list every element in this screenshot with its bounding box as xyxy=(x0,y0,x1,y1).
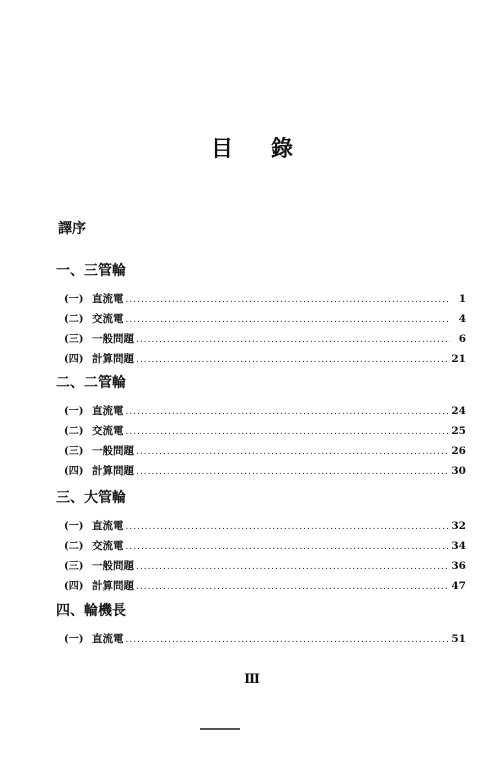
item-label: 直流電 xyxy=(92,520,124,532)
toc-item xyxy=(56,330,466,350)
toc-item xyxy=(56,537,466,557)
item-page: 1 xyxy=(458,293,466,305)
title-char-1: 目 xyxy=(210,136,233,162)
item-page: 21 xyxy=(451,353,466,365)
section-heading: 四、輪機長 xyxy=(56,603,126,619)
item-number: (三) xyxy=(64,446,84,457)
item-label: 直流電 xyxy=(92,405,124,417)
item-page: 51 xyxy=(451,633,466,645)
item-page: 36 xyxy=(451,560,466,572)
leader-dots xyxy=(126,295,451,305)
item-page: 34 xyxy=(451,540,466,552)
item-page: 25 xyxy=(451,425,466,437)
item-number: (二) xyxy=(64,541,84,552)
item-number: (四) xyxy=(64,354,84,365)
toc-item xyxy=(56,630,466,650)
item-label: 一般問題 xyxy=(92,333,134,345)
item-number: (三) xyxy=(64,561,84,572)
toc-item xyxy=(56,402,466,422)
item-label: 直流電 xyxy=(92,633,124,645)
section-heading: 一、三管輪 xyxy=(56,263,126,279)
item-label: 交流電 xyxy=(92,425,124,437)
leader-dots xyxy=(126,427,450,437)
leader-dots xyxy=(126,315,451,325)
item-number: (一) xyxy=(64,406,84,417)
item-number: (三) xyxy=(64,334,84,345)
item-number: (一) xyxy=(64,294,84,305)
item-page: 6 xyxy=(458,333,466,345)
item-page: 47 xyxy=(451,580,466,592)
toc-item xyxy=(56,310,466,330)
item-label: 計算問題 xyxy=(92,580,134,592)
leader-dots xyxy=(126,407,450,417)
toc-item xyxy=(56,577,466,597)
leader-dots xyxy=(136,447,449,457)
toc-item xyxy=(56,422,466,442)
item-page: 30 xyxy=(451,465,466,477)
toc-item xyxy=(56,290,466,310)
toc-item xyxy=(56,557,466,577)
toc-item xyxy=(56,462,466,482)
toc-section-2 xyxy=(56,372,466,482)
item-label: 一般問題 xyxy=(92,560,134,572)
page-title xyxy=(0,132,504,163)
leader-dots xyxy=(136,335,450,345)
item-number: (四) xyxy=(64,466,84,477)
section-heading: 三、大管輪 xyxy=(56,490,126,506)
item-number: (二) xyxy=(64,426,84,437)
toc-entry-preface: 譯序 xyxy=(58,221,86,237)
item-number: (一) xyxy=(64,634,84,645)
leader-dots xyxy=(136,467,449,477)
page-number: Ⅲ xyxy=(244,672,260,687)
item-number: (二) xyxy=(64,314,84,325)
item-label: 計算問題 xyxy=(92,465,134,477)
item-label: 直流電 xyxy=(92,293,124,305)
toc-section-3 xyxy=(56,487,466,597)
leader-dots xyxy=(136,562,449,572)
item-number: (一) xyxy=(64,521,84,532)
item-page: 24 xyxy=(451,405,466,417)
toc-item xyxy=(56,517,466,537)
toc-item xyxy=(56,350,466,370)
item-label: 交流電 xyxy=(92,540,124,552)
toc-item xyxy=(56,442,466,462)
leader-dots xyxy=(136,355,449,365)
leader-dots xyxy=(126,522,450,532)
leader-dots xyxy=(136,582,449,592)
item-number: (四) xyxy=(64,581,84,592)
item-label: 交流電 xyxy=(92,313,124,325)
item-page: 4 xyxy=(458,313,466,325)
toc-section-4 xyxy=(56,600,466,650)
section-heading: 二、二管輪 xyxy=(56,375,126,391)
item-label: 一般問題 xyxy=(92,445,134,457)
item-page: 26 xyxy=(451,445,466,457)
leader-dots xyxy=(126,542,450,552)
toc-section-1 xyxy=(56,260,466,370)
title-char-2: 錄 xyxy=(271,136,294,162)
leader-dots xyxy=(126,635,450,645)
item-label: 計算問題 xyxy=(92,353,134,365)
scan-smudge xyxy=(200,728,240,730)
item-page: 32 xyxy=(451,520,466,532)
